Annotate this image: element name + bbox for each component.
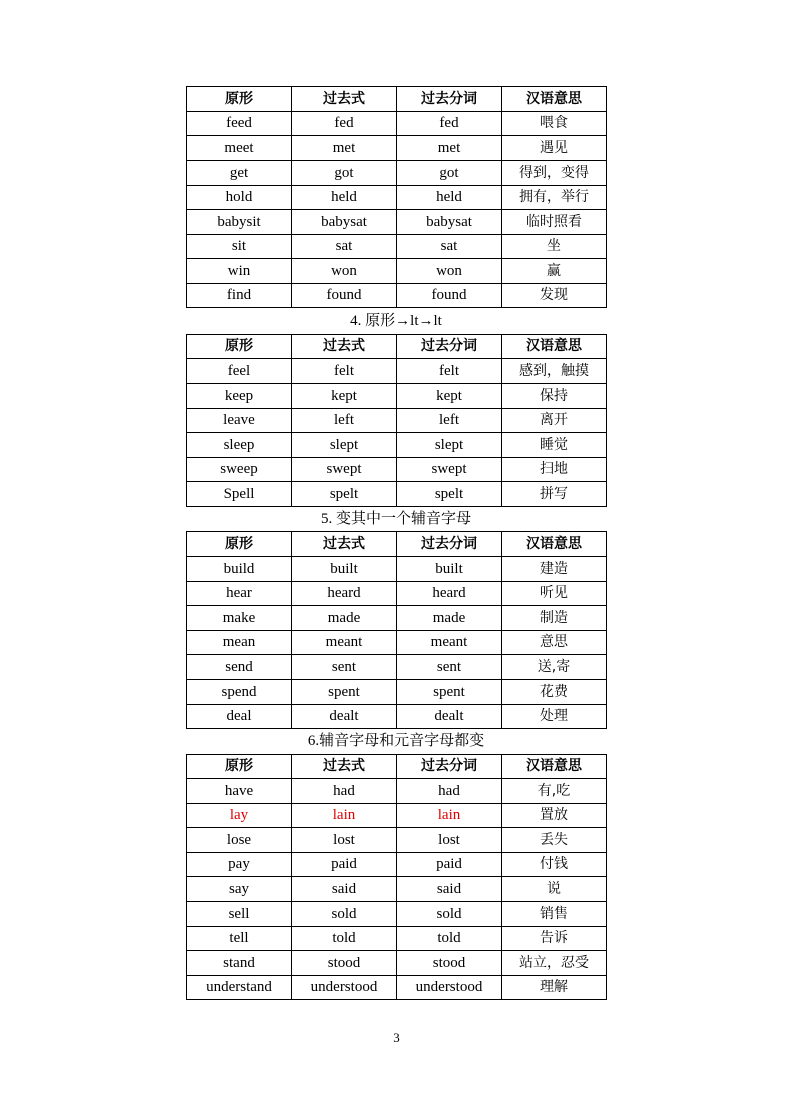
- cell-base: meet: [187, 136, 292, 161]
- cell-participle: understood: [397, 976, 502, 1000]
- cell-past: swept: [292, 458, 397, 482]
- cell-base: tell: [187, 927, 292, 951]
- table-header-row: [187, 755, 607, 779]
- verb-table-4: [186, 754, 607, 1000]
- cell-past: made: [292, 606, 397, 631]
- cell-participle: made: [397, 606, 502, 631]
- section-caption: 4. 原形→lt→lt: [350, 313, 442, 329]
- cell-base: understand: [187, 976, 292, 1000]
- cell-base: Spell: [187, 482, 292, 507]
- cell-participle: held: [397, 186, 502, 210]
- cell-participle: felt: [397, 359, 502, 384]
- cell-meaning: 花费: [502, 680, 607, 705]
- cell-meaning: 送,寄: [502, 655, 607, 680]
- cell-meaning: 扫地: [502, 458, 607, 482]
- header-participle: 过去分词: [397, 335, 502, 359]
- table-row: [187, 359, 607, 384]
- cell-base: keep: [187, 384, 292, 409]
- cell-base: pay: [187, 853, 292, 877]
- cell-meaning: 处理: [502, 705, 607, 729]
- cell-past: left: [292, 409, 397, 433]
- table-row: [187, 680, 607, 705]
- cell-past: fed: [292, 112, 397, 136]
- verb-tables: [186, 86, 606, 1000]
- cell-meaning: 发现: [502, 284, 607, 308]
- header-meaning: 汉语意思: [502, 87, 607, 112]
- cell-past: had: [292, 779, 397, 804]
- cell-meaning: 说: [502, 877, 607, 902]
- cell-past: spelt: [292, 482, 397, 507]
- verb-table-1: [186, 86, 607, 308]
- table-row: [187, 877, 607, 902]
- cell-base: lose: [187, 828, 292, 853]
- cell-participle: fed: [397, 112, 502, 136]
- table-row: [187, 482, 607, 507]
- cell-past: met: [292, 136, 397, 161]
- header-base: 原形: [187, 532, 292, 557]
- table-row: [187, 259, 607, 284]
- header-base: 原形: [187, 87, 292, 112]
- table-row: [187, 927, 607, 951]
- cell-meaning: 保持: [502, 384, 607, 409]
- section-caption: 6.辅音字母和元音字母都变: [307, 733, 485, 749]
- table-row: [187, 853, 607, 877]
- cell-meaning: 建造: [502, 557, 607, 582]
- cell-meaning: 付钱: [502, 853, 607, 877]
- table-row-highlighted: [187, 804, 607, 828]
- cell-meaning: 赢: [502, 259, 607, 284]
- cell-base: hold: [187, 186, 292, 210]
- cell-base: sweep: [187, 458, 292, 482]
- cell-meaning: 销售: [502, 902, 607, 927]
- table-row: [187, 582, 607, 606]
- cell-past: told: [292, 927, 397, 951]
- table-row: [187, 284, 607, 308]
- cell-participle: spent: [397, 680, 502, 705]
- cell-base: mean: [187, 631, 292, 655]
- cell-base: get: [187, 161, 292, 186]
- cell-meaning: 置放: [502, 804, 607, 828]
- cell-participle: spelt: [397, 482, 502, 507]
- cell-participle: kept: [397, 384, 502, 409]
- cell-meaning: 有,吃: [502, 779, 607, 804]
- table-row: [187, 976, 607, 1000]
- section-caption: 5. 变其中一个辅音字母: [320, 511, 471, 527]
- cell-meaning: 告诉: [502, 927, 607, 951]
- table-row: [187, 136, 607, 161]
- cell-base: spend: [187, 680, 292, 705]
- table-row: [187, 655, 607, 680]
- cell-past: won: [292, 259, 397, 284]
- verb-table-3: [186, 531, 607, 729]
- cell-meaning: 感到，触摸: [502, 359, 607, 384]
- cell-past: heard: [292, 582, 397, 606]
- cell-past: sold: [292, 902, 397, 927]
- cell-past: meant: [292, 631, 397, 655]
- header-past: 过去式: [292, 335, 397, 359]
- header-past: 过去式: [292, 87, 397, 112]
- cell-participle: won: [397, 259, 502, 284]
- cell-past: spent: [292, 680, 397, 705]
- cell-base: say: [187, 877, 292, 902]
- cell-meaning: 坐: [502, 235, 607, 259]
- table-row: [187, 458, 607, 482]
- cell-past: slept: [292, 433, 397, 458]
- header-base: 原形: [187, 335, 292, 359]
- cell-base: hear: [187, 582, 292, 606]
- cell-past: lain: [292, 804, 397, 828]
- page-number: 3: [393, 1030, 400, 1045]
- table-row: [187, 409, 607, 433]
- cell-past: understood: [292, 976, 397, 1000]
- table-row: [187, 779, 607, 804]
- table-row: [187, 631, 607, 655]
- cell-participle: dealt: [397, 705, 502, 729]
- cell-past: sat: [292, 235, 397, 259]
- cell-base: build: [187, 557, 292, 582]
- header-participle: 过去分词: [397, 87, 502, 112]
- cell-past: found: [292, 284, 397, 308]
- cell-base: send: [187, 655, 292, 680]
- cell-base: make: [187, 606, 292, 631]
- cell-meaning: 喂食: [502, 112, 607, 136]
- table-row: [187, 235, 607, 259]
- cell-base: feed: [187, 112, 292, 136]
- cell-participle: slept: [397, 433, 502, 458]
- table-row: [187, 902, 607, 927]
- header-past: 过去式: [292, 532, 397, 557]
- cell-past: felt: [292, 359, 397, 384]
- cell-participle: got: [397, 161, 502, 186]
- cell-past: dealt: [292, 705, 397, 729]
- cell-meaning: 站立，忍受: [502, 951, 607, 976]
- cell-base: lay: [187, 804, 292, 828]
- cell-base: sit: [187, 235, 292, 259]
- cell-base: feel: [187, 359, 292, 384]
- table-row: [187, 384, 607, 409]
- cell-base: deal: [187, 705, 292, 729]
- cell-base: have: [187, 779, 292, 804]
- header-participle: 过去分词: [397, 532, 502, 557]
- header-meaning: 汉语意思: [502, 755, 607, 779]
- cell-participle: sent: [397, 655, 502, 680]
- cell-participle: heard: [397, 582, 502, 606]
- cell-participle: sold: [397, 902, 502, 927]
- cell-participle: lain: [397, 804, 502, 828]
- cell-base: sleep: [187, 433, 292, 458]
- cell-participle: met: [397, 136, 502, 161]
- table-row: [187, 828, 607, 853]
- table-row: [187, 112, 607, 136]
- cell-meaning: 临时照看: [502, 210, 607, 235]
- cell-participle: stood: [397, 951, 502, 976]
- cell-meaning: 听见: [502, 582, 607, 606]
- cell-participle: meant: [397, 631, 502, 655]
- table-row: [187, 161, 607, 186]
- cell-participle: found: [397, 284, 502, 308]
- cell-base: stand: [187, 951, 292, 976]
- table-row: [187, 186, 607, 210]
- table-header-row: [187, 335, 607, 359]
- cell-participle: babysat: [397, 210, 502, 235]
- header-meaning: 汉语意思: [502, 335, 607, 359]
- cell-meaning: 制造: [502, 606, 607, 631]
- table-row: [187, 210, 607, 235]
- cell-past: lost: [292, 828, 397, 853]
- table-row: [187, 433, 607, 458]
- cell-past: said: [292, 877, 397, 902]
- table-row: [187, 606, 607, 631]
- header-past: 过去式: [292, 755, 397, 779]
- header-participle: 过去分词: [397, 755, 502, 779]
- verb-table-2: [186, 334, 607, 507]
- cell-past: built: [292, 557, 397, 582]
- cell-participle: built: [397, 557, 502, 582]
- cell-participle: left: [397, 409, 502, 433]
- cell-base: sell: [187, 902, 292, 927]
- cell-meaning: 拼写: [502, 482, 607, 507]
- cell-past: kept: [292, 384, 397, 409]
- cell-base: leave: [187, 409, 292, 433]
- cell-base: find: [187, 284, 292, 308]
- table-header-row: [187, 87, 607, 112]
- cell-participle: swept: [397, 458, 502, 482]
- table-row: [187, 705, 607, 729]
- cell-past: paid: [292, 853, 397, 877]
- cell-participle: lost: [397, 828, 502, 853]
- cell-participle: said: [397, 877, 502, 902]
- cell-meaning: 遇见: [502, 136, 607, 161]
- header-base: 原形: [187, 755, 292, 779]
- cell-meaning: 丢失: [502, 828, 607, 853]
- cell-base: win: [187, 259, 292, 284]
- cell-base: babysit: [187, 210, 292, 235]
- cell-participle: sat: [397, 235, 502, 259]
- cell-meaning: 理解: [502, 976, 607, 1000]
- header-meaning: 汉语意思: [502, 532, 607, 557]
- cell-participle: paid: [397, 853, 502, 877]
- table-row: [187, 951, 607, 976]
- cell-past: stood: [292, 951, 397, 976]
- table-row: [187, 557, 607, 582]
- cell-participle: told: [397, 927, 502, 951]
- cell-meaning: 拥有，举行: [502, 186, 607, 210]
- cell-past: sent: [292, 655, 397, 680]
- cell-past: held: [292, 186, 397, 210]
- cell-past: babysat: [292, 210, 397, 235]
- table-header-row: [187, 532, 607, 557]
- cell-past: got: [292, 161, 397, 186]
- cell-meaning: 得到，变得: [502, 161, 607, 186]
- cell-meaning: 意思: [502, 631, 607, 655]
- cell-participle: had: [397, 779, 502, 804]
- cell-meaning: 睡觉: [502, 433, 607, 458]
- cell-meaning: 离开: [502, 409, 607, 433]
